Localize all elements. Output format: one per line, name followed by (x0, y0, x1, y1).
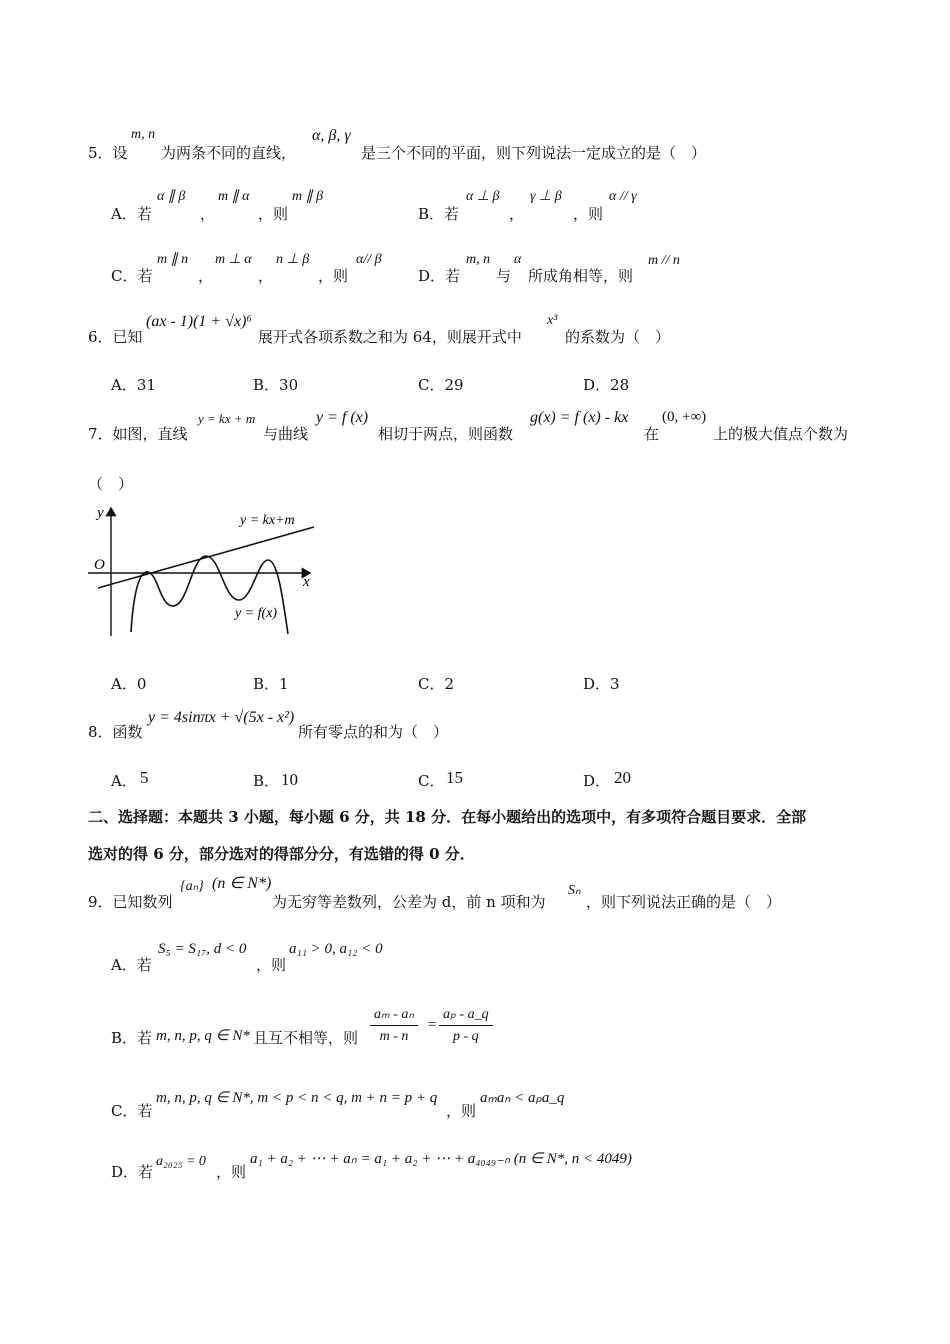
q7-interval: (0, +∞) (662, 409, 707, 425)
q7-line-eq: y = kx + m (198, 411, 256, 426)
q9-sequence: {aₙ} (180, 879, 204, 894)
q9-b-expr1: m, n, p, q ∈ N* (156, 1028, 250, 1044)
q7-sep1: 与曲线 (263, 425, 309, 443)
q7-g-def: g(x) = f (x) - kx (530, 409, 629, 426)
q7-answer-paren: （ ） (88, 475, 134, 493)
q5-c-expr3: n ⊥ β (276, 252, 310, 267)
q8-suffix: 所有零点的和为（ ） (298, 723, 449, 741)
q9-d-sep: ，则 (216, 1163, 247, 1181)
q9-b-num1: aₘ - aₙ (370, 1006, 418, 1026)
q5-option-b-label: B．若 (418, 205, 460, 223)
q5-c-expr4: α// β (356, 252, 382, 267)
section-2-heading-line2: 选对的得 6 分，部分选对的得部分分，有选错的得 0 分． (88, 845, 475, 863)
q5-d-sep2: 所成角相等，则 (528, 267, 634, 285)
q8-option-c-value: 15 (446, 768, 463, 787)
q5-lines-mn: m, n (131, 127, 156, 142)
q7-option-b: B．1 (253, 675, 289, 693)
q5-d-expr1: m, n (466, 252, 491, 267)
section-2-heading-line1: 二、选择题：本题共 3 小题，每小题 6 分，共 18 分．在每小题给出的选项中，有多项符合题目要求．全部 (88, 808, 807, 826)
q9-option-b-label: B．若 (111, 1029, 153, 1047)
q8-option-c-label: C． (418, 772, 445, 790)
q5-a-expr2: m ∥ α (218, 189, 250, 204)
q5-c-expr1: m ∥ n (157, 252, 189, 267)
q5-b-sep1: ， (509, 205, 525, 223)
q7-graph (88, 500, 328, 645)
q5-b-sep2: ，则 (573, 205, 604, 223)
q9-a-expr1: S₅ = S₁₇, d < 0 (158, 941, 247, 957)
q8-option-d-label: D． (583, 772, 611, 790)
q9-b-den2: p - q (453, 1029, 479, 1044)
q9-c-expr2: aₘaₙ < aₚa_q (480, 1090, 565, 1106)
q5-option-d-label: D．若 (418, 267, 461, 285)
q9-prefix: 9．已知数列 (88, 893, 173, 911)
q9-b-fraction-right (439, 1006, 493, 1045)
q5-a-sep1: ， (200, 205, 216, 223)
q6-option-d: D．28 (583, 376, 630, 394)
q5-c-sep3: ，则 (318, 267, 349, 285)
q7-sep2: 相切于两点，则函数 (378, 425, 514, 443)
q9-b-den1: m - n (379, 1029, 409, 1044)
q5-c-sep1: ， (198, 267, 214, 285)
q8-option-d-value: 20 (614, 768, 631, 787)
q8-option-b-label: B． (253, 772, 280, 790)
q5-c-sep2: ， (258, 267, 274, 285)
q8-option-a-label: A． (111, 772, 137, 790)
q9-b-equals: = (428, 1017, 437, 1033)
q5-a-expr1: α ∥ β (157, 189, 186, 204)
q5-c-expr2: m ⊥ α (215, 252, 252, 267)
q9-d-expr1: a₂₀₂₅ = 0 (156, 1154, 206, 1169)
q6-option-b: B．30 (253, 376, 299, 394)
q5-option-c-label: C．若 (111, 267, 153, 285)
q7-prefix: 7．如图，直线 (88, 425, 188, 443)
q9-c-sep: ，则 (446, 1102, 477, 1120)
q9-d-expr2: a₁ + a₂ + ⋯ + aₙ = a₁ + a₂ + ⋯ + a₄₀₄₉₋ₙ (n ∈ N*, n < 4049) (250, 1151, 632, 1167)
q9-option-a-label: A．若 (111, 956, 152, 974)
line-label: y = kx+m (240, 513, 295, 528)
q5-b-expr1: α ⊥ β (466, 189, 500, 204)
q8-expression: y = 4sinπx + √(5x - x²) (148, 709, 295, 726)
q9-domain: (n ∈ N*) (212, 875, 272, 892)
q5-a-expr3: m ∥ β (292, 189, 324, 204)
q9-a-sep: ，则 (256, 956, 287, 974)
q9-option-c-label: C．若 (111, 1102, 153, 1120)
q7-option-a: A．0 (111, 675, 147, 693)
curve-f (131, 556, 288, 634)
q9-b-num2: aₚ - a_q (439, 1006, 493, 1026)
q5-planes: α, β, γ (312, 127, 351, 144)
q7-option-c: C．2 (418, 675, 455, 693)
q9-suffix: ，则下列说法正确的是（ ） (586, 893, 782, 911)
q5-d-expr3: m // n (648, 253, 680, 268)
q9-option-d-label: D．若 (111, 1163, 154, 1181)
q6-option-a: A．31 (111, 376, 156, 394)
q7-curve-eq: y = f (x) (316, 409, 369, 426)
q8-prefix: 8．函数 (88, 723, 143, 741)
q8-option-b-value: 10 (281, 770, 298, 789)
q8-option-a-value: 5 (140, 768, 149, 787)
q5-b-expr2: γ ⊥ β (530, 189, 562, 204)
q7-sep3: 在 (644, 425, 660, 443)
y-axis-label: y (97, 505, 104, 521)
q9-b-sep: 且互不相等，则 (253, 1029, 359, 1047)
q5-d-expr2: α (514, 252, 522, 267)
q6-term: x³ (547, 313, 558, 328)
q5-a-sep2: ，则 (258, 205, 289, 223)
tangent-line (98, 527, 314, 588)
q6-prefix: 6．已知 (88, 328, 143, 346)
q5-option-a-label: A．若 (111, 205, 152, 223)
q5-b-expr3: α // γ (609, 189, 637, 204)
q9-mid: 为无穷等差数列，公差为 d，前 n 项和为 (272, 893, 546, 911)
q9-b-fraction-left (370, 1006, 418, 1045)
q7-sep4: 上的极大值点个数为 (713, 425, 849, 443)
curve-label: y = f(x) (235, 606, 278, 621)
origin-label: O (94, 557, 105, 573)
q6-expression: (ax - 1)(1 + √x)⁶ (146, 313, 252, 330)
q6-option-c: C．29 (418, 376, 464, 394)
q5-prefix: 5．设 (88, 144, 128, 162)
x-axis-label: x (303, 574, 310, 590)
q5-d-sep1: 与 (496, 267, 512, 285)
q9-sum: Sₙ (568, 883, 581, 898)
q5-mid: 为两条不同的直线， (161, 144, 297, 162)
q6-suffix: 的系数为（ ） (565, 328, 671, 346)
q7-option-d: D．3 (583, 675, 620, 693)
q5-suffix: 是三个不同的平面，则下列说法一定成立的是（ ） (361, 144, 707, 162)
q9-a-expr2: a₁₁ > 0, a₁₂ < 0 (289, 941, 383, 957)
q6-mid: 展开式各项系数之和为 64，则展开式中 (258, 328, 522, 346)
q9-c-expr1: m, n, p, q ∈ N*, m < p < n < q, m + n = p + q (156, 1090, 438, 1106)
